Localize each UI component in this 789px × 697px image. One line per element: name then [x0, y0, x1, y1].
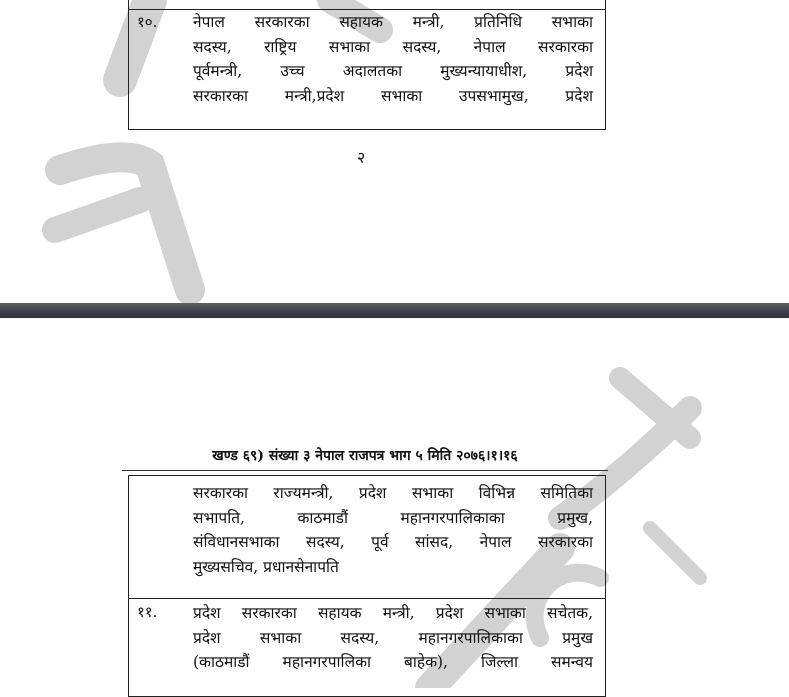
text-line: पूर्वमन्त्री, उच्च अदालतका मुख्यन्यायाधीश, प्रदेश — [193, 62, 593, 80]
text-line: मुख्यसचिव, प्रधानसेनापति — [193, 557, 339, 576]
text-line: नेपाल सरकारका सहायक मन्त्री, प्रतिनिधि सभाका — [193, 13, 593, 31]
text-line: संविधानसभाका सदस्य, पूर्व सांसद, नेपाल सरकारका — [193, 533, 593, 551]
row-number: १०. — [137, 13, 158, 31]
page-header: खण्ड ६९) संख्या ३ नेपाल राजपत्र भाग ५ मिति २०७६।१।१६ — [122, 446, 608, 471]
row-text — [193, 10, 593, 108]
text-line: सरकारका मन्त्री,प्रदेश सभाका उपसभामुख, प्रदेश — [193, 86, 593, 105]
row-divider — [129, 598, 605, 599]
page-separator — [0, 303, 789, 318]
row-text — [193, 481, 593, 579]
text-line: प्रदेश सभाका सदस्य, महानगरपालिकाका प्रमुख — [193, 628, 593, 647]
document-page-top — [0, 0, 789, 303]
table-bottom — [128, 475, 606, 697]
text-line: (काठमाडौं महानगरपालिका बाहेक), जिल्ला समन्वय — [193, 653, 593, 671]
text-line: सदस्य, राष्ट्रिय सभाका सदस्य, नेपाल सरकारका — [193, 37, 593, 56]
table-top — [128, 0, 606, 130]
row-text — [193, 601, 593, 675]
row-number: ११. — [137, 603, 158, 621]
text-line: सभापति, काठमाडौं महानगरपालिकाका प्रमुख, — [193, 508, 593, 527]
page-number: २ — [357, 148, 366, 167]
text-line: प्रदेश सरकारका सहायक मन्त्री, प्रदेश सभाका सचेतक, — [193, 604, 593, 622]
text-line: सरकारका राज्यमन्त्री, प्रदेश सभाका विभिन्न समितिका — [193, 484, 593, 502]
